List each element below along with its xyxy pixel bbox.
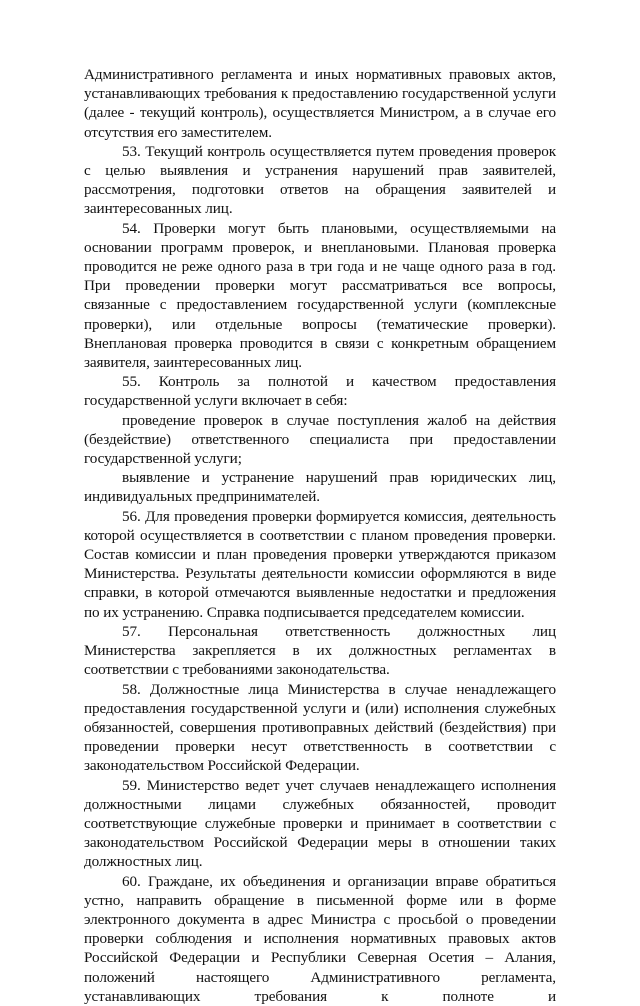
paragraph-55: 55. Контроль за полнотой и качеством предоставления государственной услуги включает в себя: bbox=[84, 373, 556, 410]
paragraph-53: 53. Текущий контроль осуществляется путем проведения проверок с целью выявления и устранения нарушений прав заявителей, рассмотрения, подготовки ответов на обращения заявителей и заинтересованных лиц. bbox=[84, 142, 556, 218]
paragraph-55-item-1: проведение проверок в случае поступления жалоб на действия (бездействие) ответственного специалиста при предоставлении государственной услуги; bbox=[84, 411, 556, 468]
paragraph-59: 59. Министерство ведет учет случаев ненадлежащего исполнения должностными лицами служебных обязанностей, проводит соответствующие служебные проверки и принимает в соответствии с законодательством Российской Федерации меры в отношении таких должностных лиц. bbox=[84, 776, 556, 871]
paragraph-56: 56. Для проведения проверки формируется комиссия, деятельность которой осуществляется в соответствии с планом проведения проверки. Состав комиссии и план проведения проверки утверждаются приказом Министерства. Результаты деятельности комиссии оформляются в виде справки, в которой отмечаются выявленные недостатки и предложения по их устранению. Справка подписывается председателем комиссии. bbox=[84, 507, 556, 621]
paragraph-continuation: Административного регламента и иных нормативных правовых актов, устанавливающих требования к предоставлению государственной услуги (далее - текущий контроль), осуществляется Министром, а в случае его отсутствия его заместителем. bbox=[84, 66, 556, 141]
paragraph-58: 58. Должностные лица Министерства в случае ненадлежащего предоставления государственной услуги и (или) исполнения служебных обязанностей, совершения противоправных действий (бездействия) при проведении проверки несут ответственность в соответствии с законодательством Российской Федерации. bbox=[84, 680, 556, 775]
paragraph-57: 57. Персональная ответственность должностных лиц Министерства закрепляется в их должностных регламентах в соответствии с требованиями законодательства. bbox=[84, 622, 556, 679]
paragraph-55-item-2: выявление и устранение нарушений прав юридических лиц, индивидуальных предпринимателей. bbox=[84, 469, 556, 506]
paragraph-54: 54. Проверки могут быть плановыми, осуществляемыми на основании программ проверок, и внеплановыми. Плановая проверка проводится не реже одного раза в три года и не чаще одного раза в год. При проведении проверки могут рассматриваться все вопросы, связанные с предоставлением государственной услуги (комплексные проверки), или отдельные вопросы (тематические проверки). Внеплановая проверка проводится в связи с конкретным обращением заявителя, заинтересованных лиц. bbox=[84, 219, 556, 372]
paragraph-60: 60. Граждане, их объединения и организации вправе обратиться устно, направить обращение в письменной форме или в форме электронного документа в адрес Министра с просьбой о проведении проверки соблюдения и исполнения нормативных правовых актов Российской Федерации и Республики Северная Осетия – Алания, положений настоящего Административного регламента, устанавливающих требования к полноте и bbox=[84, 872, 556, 1005]
